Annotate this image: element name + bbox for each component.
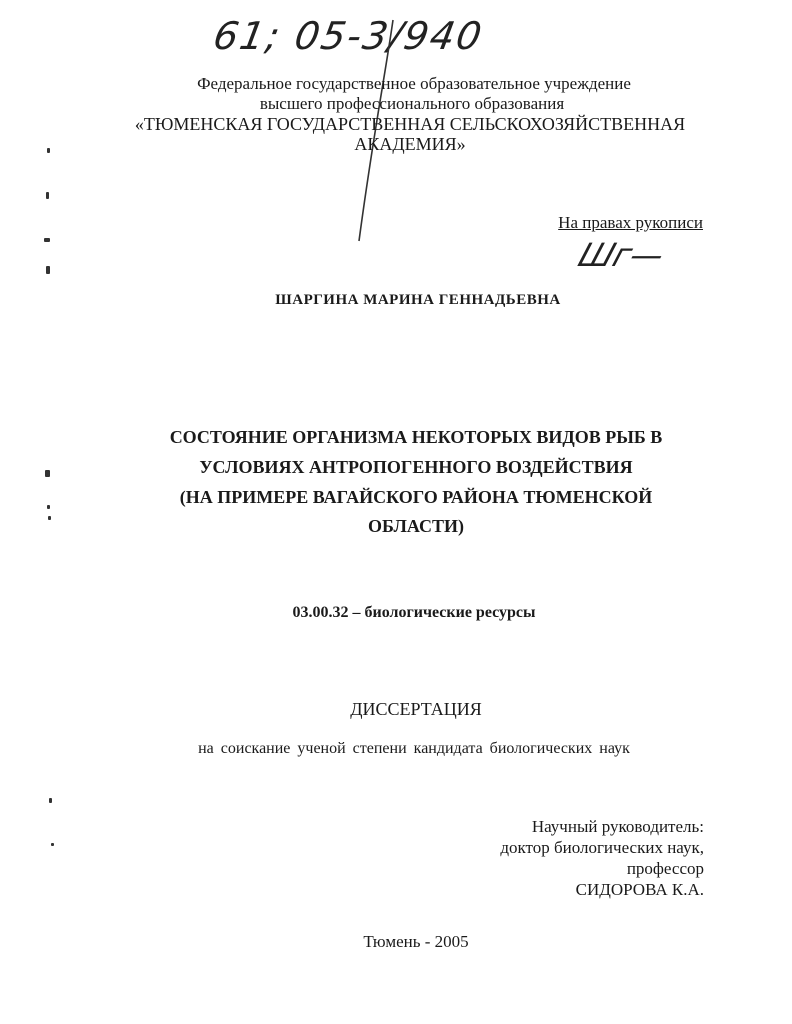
archive-stamp: 61; 05-3/940	[210, 14, 487, 58]
scan-speck	[46, 266, 50, 274]
institution-line-4: АКАДЕМИЯ»	[354, 134, 466, 154]
institution-line-1: Федеральное государственное образовательное учреждение	[197, 74, 631, 93]
degree-line: на соискание ученой степени кандидата биологических наук	[198, 740, 630, 757]
supervisor-line-2: доктор биологических наук,	[500, 838, 704, 857]
scan-speck	[47, 148, 50, 153]
supervisor-line-3: профессор	[626, 859, 704, 878]
manuscript-rights: На правах рукописи	[558, 213, 703, 232]
institution-line-3: «ТЮМЕНСКАЯ ГОСУДАРСТВЕННАЯ СЕЛЬСКОХОЗЯЙСТВЕННАЯ	[134, 114, 686, 134]
title-line-4: ОБЛАСТИ)	[368, 516, 464, 536]
scan-speck	[45, 470, 50, 477]
title-line-1: СОСТОЯНИЕ ОРГАНИЗМА НЕКОТОРЫХ ВИДОВ РЫБ В	[169, 427, 663, 447]
specialty: 03.00.32 – биологические ресурсы	[292, 604, 536, 621]
title-line-2: УСЛОВИЯХ АНТРОПОГЕННОГО ВОЗДЕЙСТВИЯ	[199, 457, 633, 477]
scan-speck	[46, 192, 49, 199]
scan-speck	[44, 238, 50, 242]
scan-speck	[51, 843, 54, 846]
scan-speck	[48, 516, 51, 520]
supervisor-line-4: СИДОРОВА К.А.	[575, 880, 704, 899]
supervisor-block	[500, 816, 704, 900]
author-name: ШАРГИНА МАРИНА ГЕННАДЬЕВНА	[275, 292, 561, 308]
scan-speck	[47, 505, 50, 509]
institution-line-2: высшего профессионального образования	[259, 94, 565, 113]
title-line-3: (НА ПРИМЕРЕ ВАГАЙСКОГО РАЙОНА ТЮМЕНСКОЙ	[179, 487, 653, 507]
signature: Шг—	[573, 236, 670, 274]
city-year: Тюмень - 2005	[363, 932, 469, 951]
document-type: ДИССЕРТАЦИЯ	[350, 699, 482, 719]
supervisor-line-1: Научный руководитель:	[531, 817, 704, 836]
scan-speck	[49, 798, 52, 803]
